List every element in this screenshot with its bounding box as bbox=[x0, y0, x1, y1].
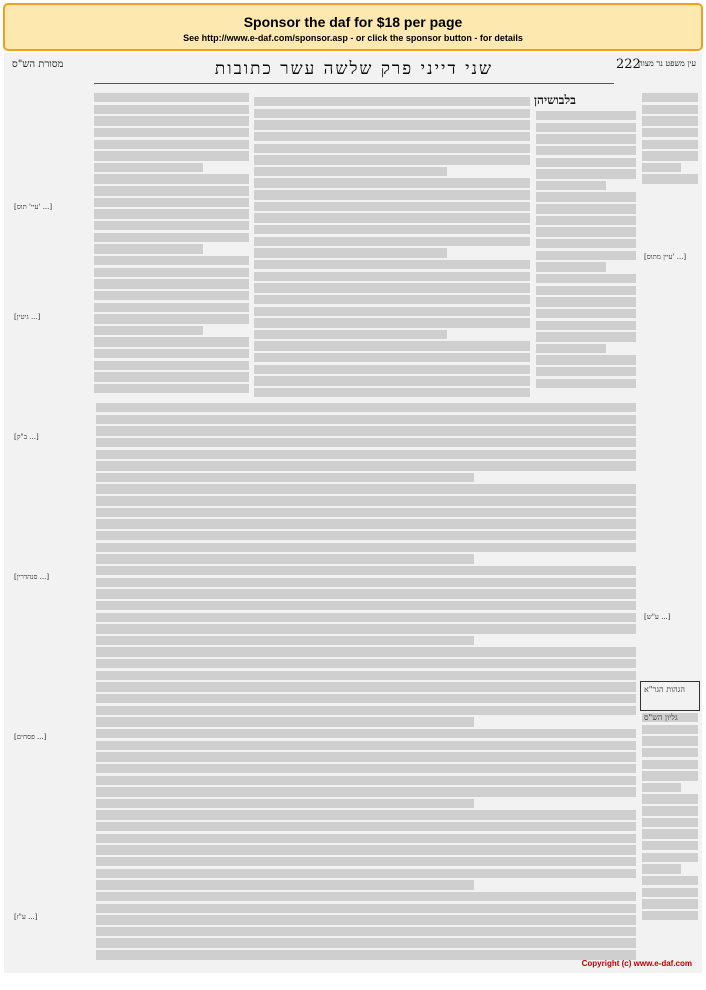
gilyon-heading: גליון הש"ס bbox=[644, 713, 678, 722]
text-line bbox=[96, 927, 636, 936]
text-line bbox=[96, 426, 636, 435]
text-line bbox=[536, 216, 636, 225]
text-line bbox=[536, 123, 636, 132]
text-line bbox=[254, 109, 530, 118]
text-line bbox=[642, 151, 698, 160]
text-line bbox=[536, 181, 606, 190]
margin-ref: [סנהדרין ...] bbox=[14, 573, 50, 581]
text-line bbox=[536, 192, 636, 201]
text-line bbox=[254, 178, 530, 187]
text-line bbox=[96, 729, 636, 738]
text-line bbox=[254, 341, 530, 350]
text-line bbox=[96, 880, 474, 889]
text-line bbox=[96, 450, 636, 459]
tosafot-column bbox=[94, 93, 249, 396]
text-line bbox=[642, 899, 698, 908]
margin-ref: [ע"ז ...] bbox=[14, 913, 38, 921]
text-line bbox=[96, 892, 636, 901]
sponsor-title: Sponsor the daf for $18 per page bbox=[243, 14, 463, 30]
text-line bbox=[96, 403, 636, 412]
text-line bbox=[94, 198, 249, 207]
text-line bbox=[254, 353, 530, 362]
text-line bbox=[94, 244, 203, 253]
text-line bbox=[536, 274, 636, 283]
text-line bbox=[642, 760, 698, 769]
text-line bbox=[536, 297, 636, 306]
text-line bbox=[536, 367, 636, 376]
text-line bbox=[94, 279, 249, 288]
text-line bbox=[254, 155, 530, 164]
talmud-page bbox=[4, 53, 702, 973]
text-line bbox=[536, 134, 636, 143]
text-line bbox=[642, 174, 698, 183]
text-line bbox=[96, 764, 636, 773]
text-line bbox=[536, 251, 636, 260]
text-line bbox=[94, 361, 249, 370]
text-line bbox=[96, 706, 636, 715]
margin-ref: [ב"ק ...] bbox=[14, 433, 39, 441]
text-line bbox=[642, 876, 698, 885]
sponsor-banner[interactable] bbox=[3, 3, 703, 51]
text-line bbox=[254, 318, 530, 327]
text-line bbox=[642, 116, 698, 125]
text-line bbox=[642, 725, 698, 734]
text-line bbox=[96, 776, 636, 785]
notes-right-column bbox=[642, 713, 698, 923]
margin-ref: [פסחים ...] bbox=[14, 733, 47, 741]
text-line bbox=[94, 268, 249, 277]
text-line bbox=[254, 330, 447, 339]
text-line bbox=[536, 146, 636, 155]
text-line bbox=[96, 869, 636, 878]
text-line bbox=[96, 578, 636, 587]
text-line bbox=[94, 314, 249, 323]
text-line bbox=[254, 388, 530, 397]
text-line bbox=[94, 233, 249, 242]
text-line bbox=[642, 163, 681, 172]
margin-ref: [עיין מתוס' ...] bbox=[644, 253, 687, 261]
header-left-source: מסורת הש"ס bbox=[12, 59, 64, 70]
text-line bbox=[96, 752, 636, 761]
text-line bbox=[536, 309, 636, 318]
text-line bbox=[254, 237, 530, 246]
text-line bbox=[536, 286, 636, 295]
text-line bbox=[642, 864, 681, 873]
text-line bbox=[96, 438, 636, 447]
text-line bbox=[642, 806, 698, 815]
text-line bbox=[96, 543, 636, 552]
text-line bbox=[642, 911, 698, 920]
text-line bbox=[254, 307, 530, 316]
text-line bbox=[536, 169, 636, 178]
text-line bbox=[96, 938, 636, 947]
header-right-source: עין משפט נר מצוה bbox=[638, 59, 696, 68]
sponsor-subtitle[interactable]: See http://www.e-daf.com/sponsor.asp - or click the sponsor button - for details bbox=[183, 33, 523, 43]
text-line bbox=[642, 841, 698, 850]
text-line bbox=[96, 613, 636, 622]
text-line bbox=[94, 116, 249, 125]
text-line bbox=[642, 736, 698, 745]
text-line bbox=[642, 888, 698, 897]
text-line bbox=[94, 140, 249, 149]
text-line bbox=[96, 810, 636, 819]
text-line bbox=[254, 190, 530, 199]
text-line bbox=[96, 671, 636, 680]
margin-ref: [עיי' תוס' ...] bbox=[14, 203, 53, 211]
text-line bbox=[94, 384, 249, 393]
page-number: 222 bbox=[616, 57, 641, 72]
text-line bbox=[536, 111, 636, 120]
text-line bbox=[254, 202, 530, 211]
header-rule bbox=[94, 83, 614, 84]
text-line bbox=[536, 332, 636, 341]
text-line bbox=[96, 647, 636, 656]
text-line bbox=[96, 741, 636, 750]
text-line bbox=[254, 144, 530, 153]
hagahot-heading: הגהות הגר"א bbox=[644, 685, 685, 694]
text-line bbox=[96, 484, 636, 493]
text-line bbox=[94, 326, 203, 335]
text-line bbox=[96, 857, 636, 866]
text-line bbox=[254, 225, 530, 234]
text-line bbox=[536, 239, 636, 248]
text-line bbox=[96, 496, 636, 505]
text-line bbox=[254, 97, 530, 106]
text-line bbox=[254, 248, 447, 257]
text-line bbox=[642, 818, 698, 827]
text-line bbox=[96, 473, 474, 482]
text-line bbox=[536, 379, 636, 388]
text-line bbox=[96, 589, 636, 598]
text-line bbox=[94, 372, 249, 381]
text-line bbox=[96, 717, 474, 726]
text-line bbox=[96, 799, 474, 808]
text-line bbox=[642, 128, 698, 137]
rashi-heading: בלבושיהן bbox=[534, 93, 576, 107]
text-line bbox=[536, 355, 636, 364]
text-line bbox=[96, 659, 636, 668]
text-line bbox=[536, 227, 636, 236]
gemara-main-text bbox=[96, 403, 636, 962]
text-line bbox=[96, 519, 636, 528]
text-line bbox=[96, 845, 636, 854]
text-line bbox=[642, 140, 698, 149]
text-line bbox=[254, 260, 530, 269]
page-title: שני דייני פרק שלשה עשר כתובות bbox=[214, 59, 494, 79]
text-line bbox=[96, 915, 636, 924]
text-line bbox=[254, 283, 530, 292]
text-line bbox=[96, 566, 636, 575]
text-line bbox=[536, 158, 636, 167]
text-line bbox=[96, 554, 474, 563]
text-line bbox=[96, 822, 636, 831]
text-line bbox=[254, 295, 530, 304]
text-line bbox=[536, 262, 606, 271]
text-line bbox=[94, 209, 249, 218]
text-line bbox=[96, 531, 636, 540]
text-line bbox=[94, 105, 249, 114]
gemara-top-text bbox=[254, 97, 530, 400]
text-line bbox=[642, 771, 698, 780]
text-line bbox=[94, 174, 249, 183]
text-line bbox=[254, 272, 530, 281]
text-line bbox=[254, 213, 530, 222]
text-line bbox=[94, 349, 249, 358]
text-line bbox=[642, 748, 698, 757]
text-line bbox=[536, 344, 606, 353]
text-line bbox=[642, 829, 698, 838]
text-line bbox=[254, 365, 530, 374]
copyright-link[interactable]: Copyright (c) www.e-daf.com bbox=[581, 959, 692, 968]
text-line bbox=[96, 601, 636, 610]
text-line bbox=[94, 221, 249, 230]
text-line bbox=[536, 321, 636, 330]
text-line bbox=[96, 950, 636, 959]
text-line bbox=[96, 624, 636, 633]
text-line bbox=[96, 904, 636, 913]
text-line bbox=[96, 415, 636, 424]
margin-ref: [ע"ש ...] bbox=[644, 613, 671, 621]
text-line bbox=[642, 105, 698, 114]
text-line bbox=[94, 256, 249, 265]
text-line bbox=[96, 636, 474, 645]
text-line bbox=[254, 132, 530, 141]
text-line bbox=[642, 783, 681, 792]
text-line bbox=[254, 167, 447, 176]
text-line bbox=[94, 291, 249, 300]
text-line bbox=[96, 508, 636, 517]
text-line bbox=[94, 93, 249, 102]
text-line bbox=[642, 93, 698, 102]
margin-ref: [גיטין ...] bbox=[14, 313, 41, 321]
text-line bbox=[96, 787, 636, 796]
text-line bbox=[94, 186, 249, 195]
text-line bbox=[642, 853, 698, 862]
text-line bbox=[96, 834, 636, 843]
text-line bbox=[94, 337, 249, 346]
text-line bbox=[642, 794, 698, 803]
text-line bbox=[536, 204, 636, 213]
rashi-column bbox=[536, 111, 636, 390]
text-line bbox=[254, 376, 530, 385]
text-line bbox=[94, 163, 203, 172]
ein-mishpat-column bbox=[642, 93, 698, 186]
text-line bbox=[96, 461, 636, 470]
text-line bbox=[94, 151, 249, 160]
text-line bbox=[96, 682, 636, 691]
text-line bbox=[94, 303, 249, 312]
text-line bbox=[94, 128, 249, 137]
text-line bbox=[254, 120, 530, 129]
text-line bbox=[96, 694, 636, 703]
